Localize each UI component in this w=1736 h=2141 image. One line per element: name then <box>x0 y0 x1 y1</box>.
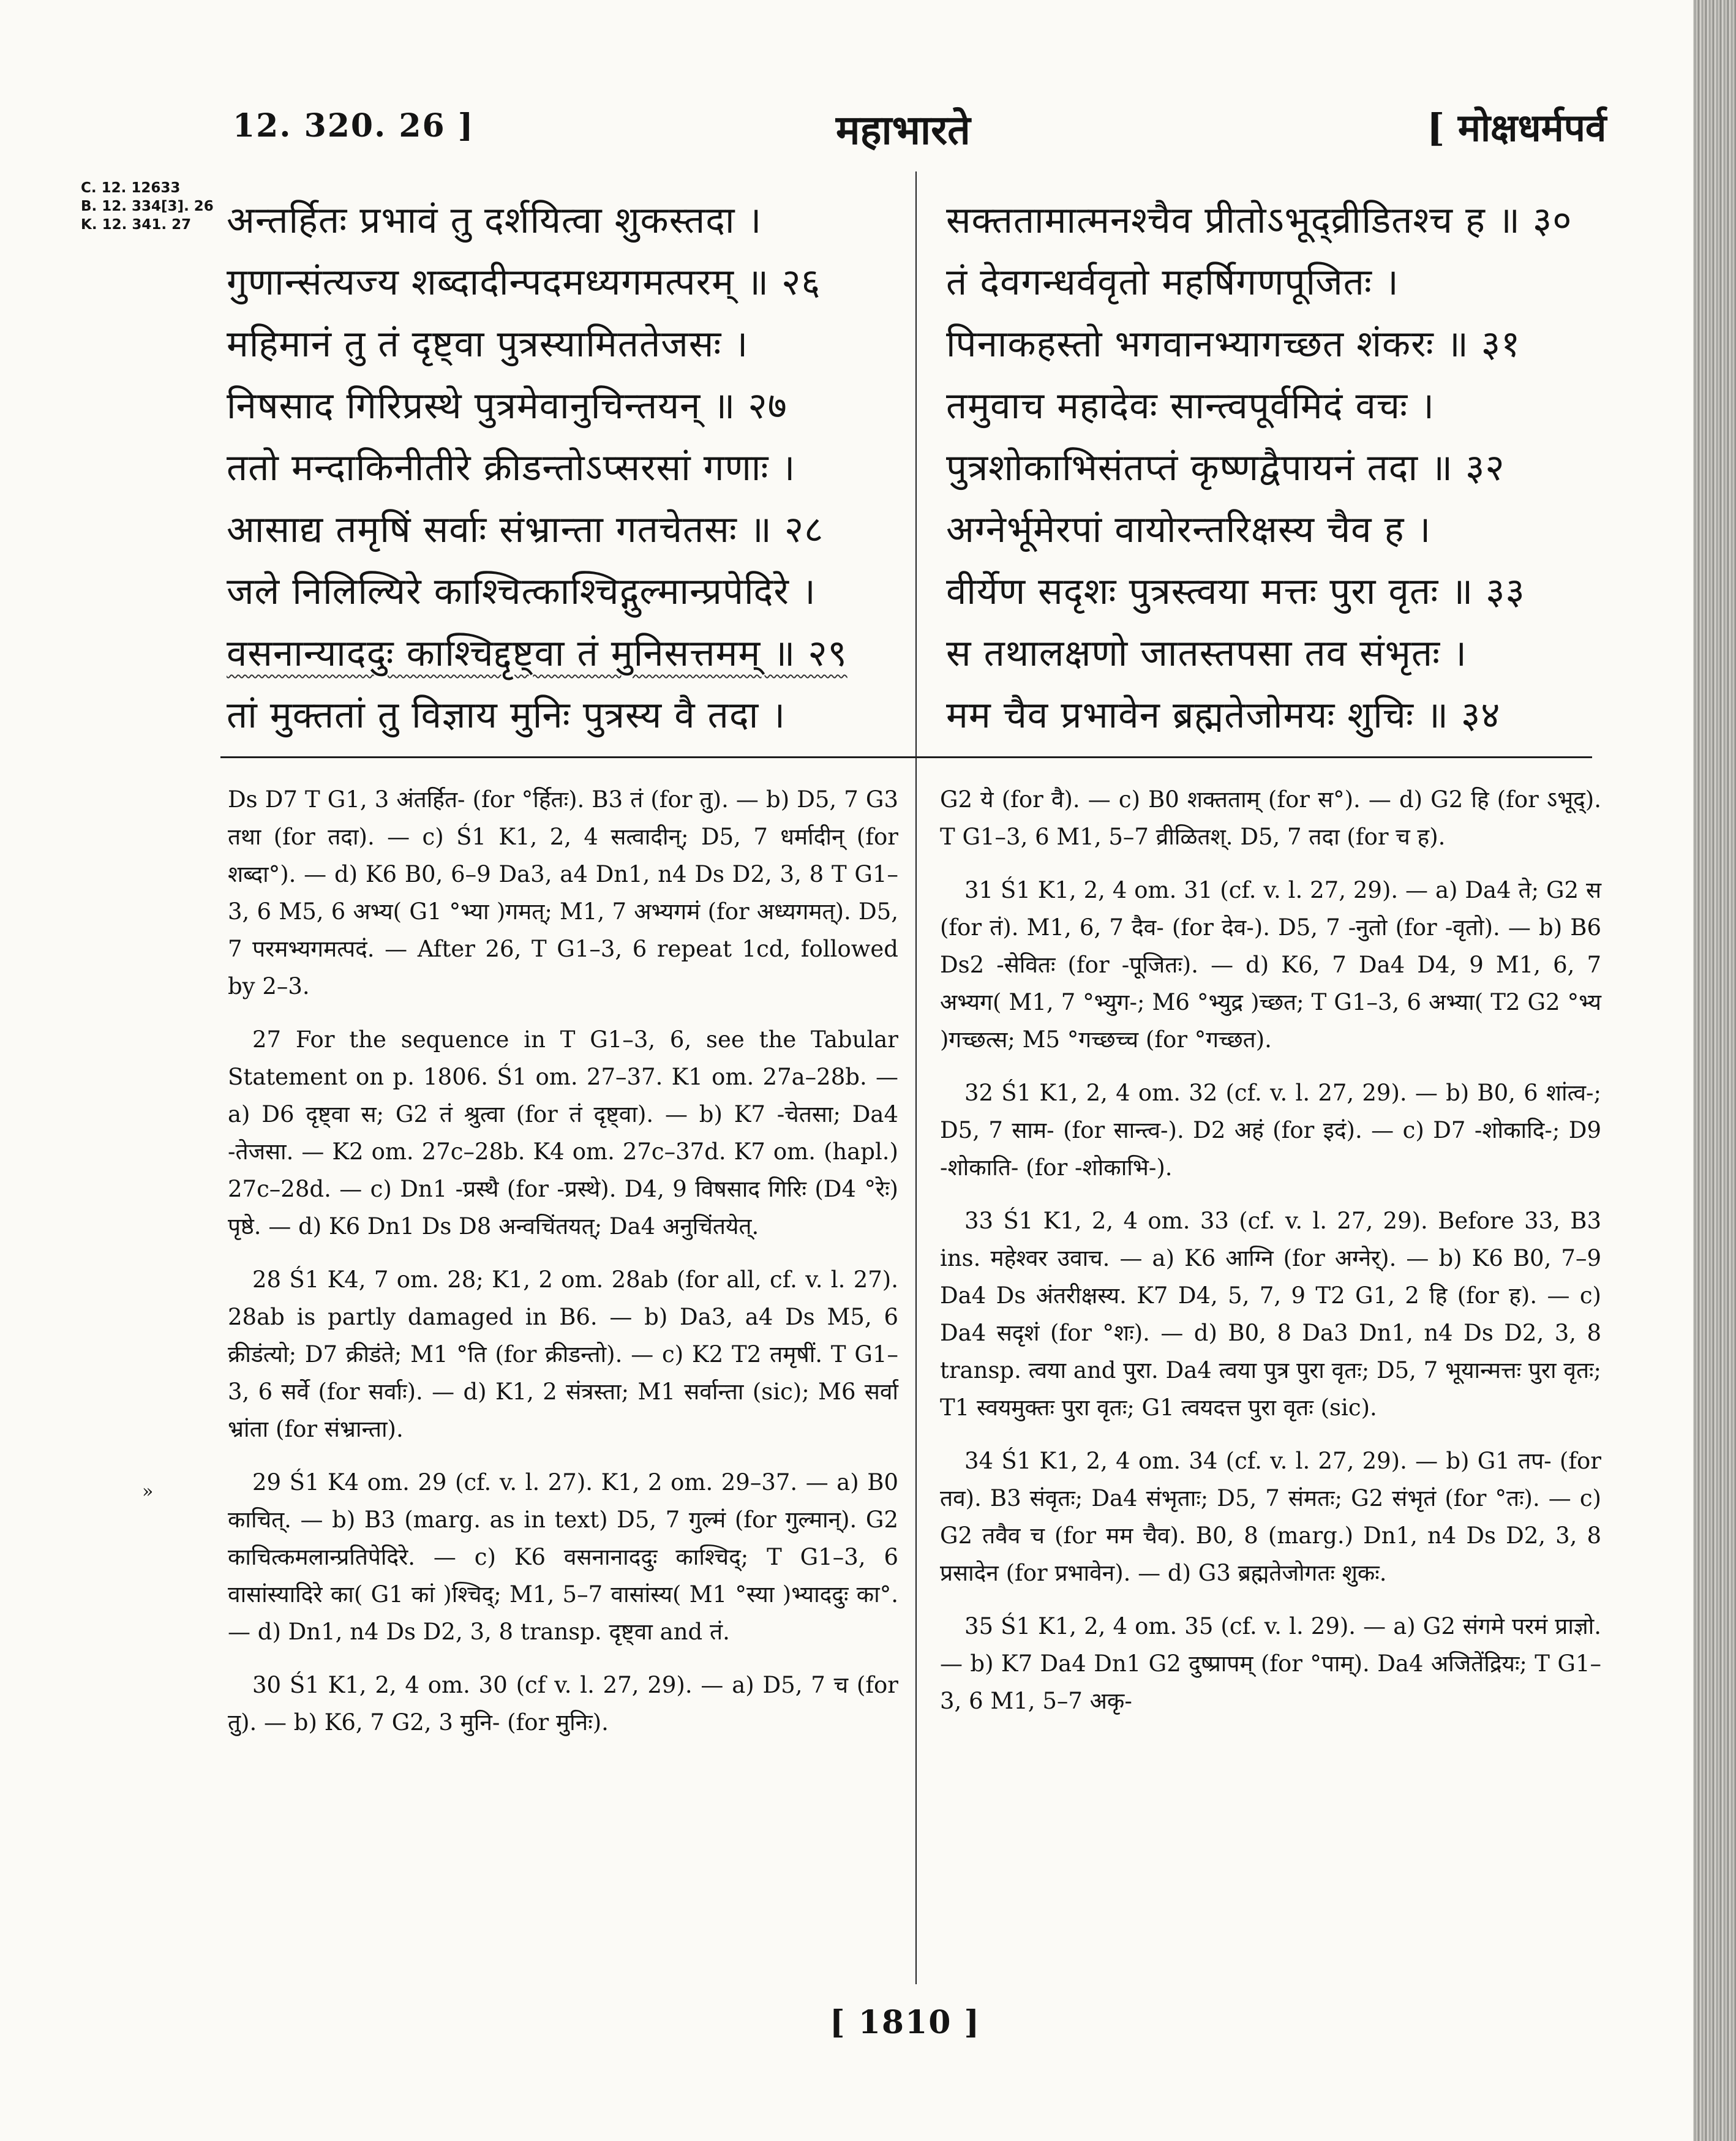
apparatus-note: 34 Ś1 K1, 2, 4 om. 34 (cf. v. l. 27, 29). — b) G1 तप- (for तव). B3 संवृतः; Da4 संभृताः; D5, 7 संमतः; G2 संभृतं (for °तः). — c) G2 तवैव च (for मम चैव). B0, 8 (marg.) Dn1, n4 Ds D2, 3, 8 प्रसादेन (for प्रभावेन). — d) G3 ब्रह्मतेजोगतः शुकः. <box>940 1448 1601 1586</box>
apparatus-note: 31 Ś1 K1, 2, 4 om. 31 (cf. v. l. 27, 29). — a) Da4 ते; G2 स (for तं). M1, 6, 7 दैव- (for देव-). D5, 7 -नुतो (for -वृतो). — b) B6 Ds2 -सेवितः (for -पूजितः). — d) K6, 7 Da4 D4, 9 M1, 6, 7 अभ्यग( M1, 7 °भ्युग-; M6 °भ्युद्र )च्छत; T G1–3, 6 अभ्या( T2 G2 °भ्य )गच्छत्स; M5 °गच्छच्च (for °गच्छत). <box>940 877 1601 1053</box>
verse-line: तं देवगन्धर्ववृतो महर्षिगणपूजितः । <box>946 261 1399 304</box>
verse-line: अग्नेर्भूमेरपां वायोरन्तरिक्षस्य चैव ह । <box>946 508 1432 551</box>
page-binding-edge <box>1693 0 1736 2141</box>
verse-line: निषसाद गिरिप्रस्थे पुत्रमेवानुचिन्तयन् ॥ २७ <box>227 385 787 427</box>
verse-line: स तथालक्षणो जातस्तपसा तव संभृतः । <box>946 632 1467 675</box>
concordance-ref: B. 12. 334[3]. 26 <box>81 198 214 214</box>
verse-line: गुणान्संत्यज्य शब्दादीन्पदमध्यगमत्परम् ॥ २६ <box>227 261 821 304</box>
verse-column-left <box>227 190 900 747</box>
apparatus-note: 30 Ś1 K1, 2, 4 om. 30 (cf v. l. 27, 29). — a) D5, 7 च (for तु). — b) K6, 7 G2, 3 मुनि- (for मुनिः). <box>228 1672 898 1736</box>
apparatus-note: 29 Ś1 K4 om. 29 (cf. v. l. 27). K1, 2 om. 29–37. — a) B0 काचित्. — b) B3 (marg. as in text) D5, 7 गुल्मं (for गुल्मान्). G2 काचित्कमलान्प्रतिपेदिरे. — c) K6 वसनानाददुः काश्चिद्; T G1–3, 6 वासांस्यादिरे का( G1 कां )श्चिद्; M1, 5–7 वासांस्य( M1 °स्या )भ्याददुः का°. — d) Dn1, n4 Ds D2, 3, 8 transp. दृष्ट्वा and तं. <box>228 1469 898 1645</box>
apparatus-note: G2 ये (for वै). — c) B0 शक्तताम् (for स°). — d) G2 हि (for ऽभूद्). T G1–3, 6 M1, 5–7 व्रीळितश्. D5, 7 तदा (for च ह). <box>940 786 1601 850</box>
verse-line: आसाद्य तमृषिं सर्वाः संभ्रान्ता गतचेतसः ॥ २८ <box>227 508 824 551</box>
apparatus-note: 27 For the sequence in T G1–3, 6, see the Tabular Statement on p. 1806. Ś1 om. 27–37. K1 om. 27a–28b. — a) D6 दृष्ट्वा स; G2 तं श्रुत्वा (for तं दृष्ट्वा). — b) K7 -चेतसा; Da4 -तेजसा. — K2 om. 27c–28b. K4 om. 27c–37d. K7 om. (hapl.) 27c–28d. — c) Dn1 -प्रस्थै (for -प्रस्थे). D4, 9 विषसाद गिरिः (D4 °रेः) पृष्ठे. — d) K6 Dn1 Ds D8 अन्वचिंतयत्; Da4 अनुचिंतयेत्. <box>228 1026 898 1240</box>
verse-line: तां मुक्ततां तु विज्ञाय मुनिः पुत्रस्य वै तदा । <box>227 694 786 737</box>
verse-line: महिमानं तु तं दृष्ट्वा पुत्रस्यामिततेजसः । <box>227 323 749 366</box>
verse-line: वीर्येण सदृशः पुत्रस्त्वया मत्तः पुरा वृतः ॥ ३३ <box>946 570 1525 613</box>
verse-line: मम चैव प्रभावेन ब्रह्मतेजोमयः शुचिः ॥ ३४ <box>946 694 1501 737</box>
page-number: [ 1810 ] <box>830 2004 981 2041</box>
running-head <box>0 101 1690 162</box>
verse-line: तमुवाच महादेवः सान्त्वपूर्वमिदं वचः । <box>946 385 1435 427</box>
apparatus-note: 28 Ś1 K4, 7 om. 28; K1, 2 om. 28ab (for all, cf. v. l. 27). 28ab is partly damaged in B6. — b) Da3, a4 Ds M5, 6 क्रीडंत्यो; D7 क्रीडंते; M1 °ति (for क्रीडन्तो). — c) K2 T2 तमृषीं. T G1–3, 6 सर्वे (for सर्वाः). — d) K1, 2 संत्रस्ता; M1 सर्वान्ता (sic); M6 सर्वा भ्रांता (for संभ्रान्ता). <box>228 1266 898 1442</box>
verse-line: सक्ततामात्मनश्चैव प्रीतोऽभूद्व्रीडितश्च ह ॥ ३० <box>946 199 1573 242</box>
apparatus-note: 32 Ś1 K1, 2, 4 om. 32 (cf. v. l. 27, 29). — b) B0, 6 शांत्व-; D5, 7 साम- (for सान्त्व-). D2 अहं (for इदं). — c) D7 -शोकादि-; D9 -शोकाति- (for -शोकाभि-). <box>940 1080 1601 1181</box>
apparatus-note: Ds D7 T G1, 3 अंतर्हित- (for °र्हितः). B3 तं (for तु). — b) D5, 7 G3 तथा (for तदा). — c) Ś1 K1, 2, 4 सत्वादीन्; D5, 7 धर्मादीन् (for शब्दा°). — d) K6 B0, 6–9 Da3, a4 Dn1, n4 Ds D2, 3, 8 T G1–3, 6 M5, 6 अभ्य( G1 °भ्या )गमत्; M1, 7 अभ्यगमं (for अध्यगमत्). D5, 7 परमभ्यगमत्पदं. — After 26, T G1–3, 6 repeat 1cd, followed by 2–3. <box>228 786 898 999</box>
running-head-verse-ref: 12. 320. 26 ] <box>233 107 475 145</box>
text-apparatus-divider <box>220 756 1592 758</box>
verse-line: पिनाकहस्तो भगवानभ्यागच्छत शंकरः ॥ ३१ <box>946 323 1521 366</box>
running-head-section: [ मोक्षधर्मपर्व <box>1427 105 1607 150</box>
apparatus-note: 33 Ś1 K1, 2, 4 om. 33 (cf. v. l. 27, 29). Before 33, B3 ins. महेश्वर उवाच. — a) K6 आग्नि (for अग्नेर्). — b) K6 B0, 7–9 Da4 Ds अंतरीक्षस्य. K7 D4, 5, 7, 9 T2 G1, 2 हि (for ह). — c) Da4 सदृशं (for °शः). — d) B0, 8 Da3 Dn1, n4 Ds D2, 3, 8 transp. त्वया and पुरा. Da4 त्वया पुत्र पुरा वृतः; D5, 7 भूयान्मत्तः पुरा वृतः; T1 स्वयमुक्तः पुरा वृतः; G1 त्वयदत्त पुरा वृतः (sic). <box>940 1208 1601 1421</box>
verse-line: अन्तर्हितः प्रभावं तु दर्शयित्वा शुकस्तदा । <box>227 199 762 242</box>
verse-line: ततो मन्दाकिनीतीरे क्रीडन्तोऽप्सरसां गणाः । <box>227 446 796 489</box>
concordance-ref: K. 12. 341. 27 <box>81 217 192 233</box>
verse-column-right <box>946 190 1632 747</box>
running-head-title: महाभारते <box>836 106 971 154</box>
apparatus-note: 35 Ś1 K1, 2, 4 om. 35 (cf. v. l. 29). — a) G2 संगमे परमं प्राज्ञो. — b) K7 Da4 Dn1 G2 दुष्प्रापम् (for °पाम्). Da4 अजितेंद्रियः; T G1–3, 6 M1, 5–7 अकृ- <box>940 1613 1601 1714</box>
verse-line: पुत्रशोकाभिसंतप्तं कृष्णद्वैपायनं तदा ॥ ३२ <box>946 446 1505 489</box>
verse-line-underlined: वसनान्याददुः काश्चिद्दृष्ट्वा तं मुनिसत्तमम् ॥ २९ <box>227 632 847 675</box>
concordance-references <box>81 179 214 234</box>
column-divider <box>915 171 917 1984</box>
concordance-ref: C. 12. 12633 <box>81 180 181 196</box>
verse-line: जले निलिल्यिरे काश्चित्काश्चिद्गुल्मान्प्रपेदिरे । <box>227 570 816 613</box>
margin-mark: » <box>142 1481 154 1502</box>
apparatus-column-right <box>940 781 1601 1736</box>
apparatus-column-left <box>228 781 898 1757</box>
